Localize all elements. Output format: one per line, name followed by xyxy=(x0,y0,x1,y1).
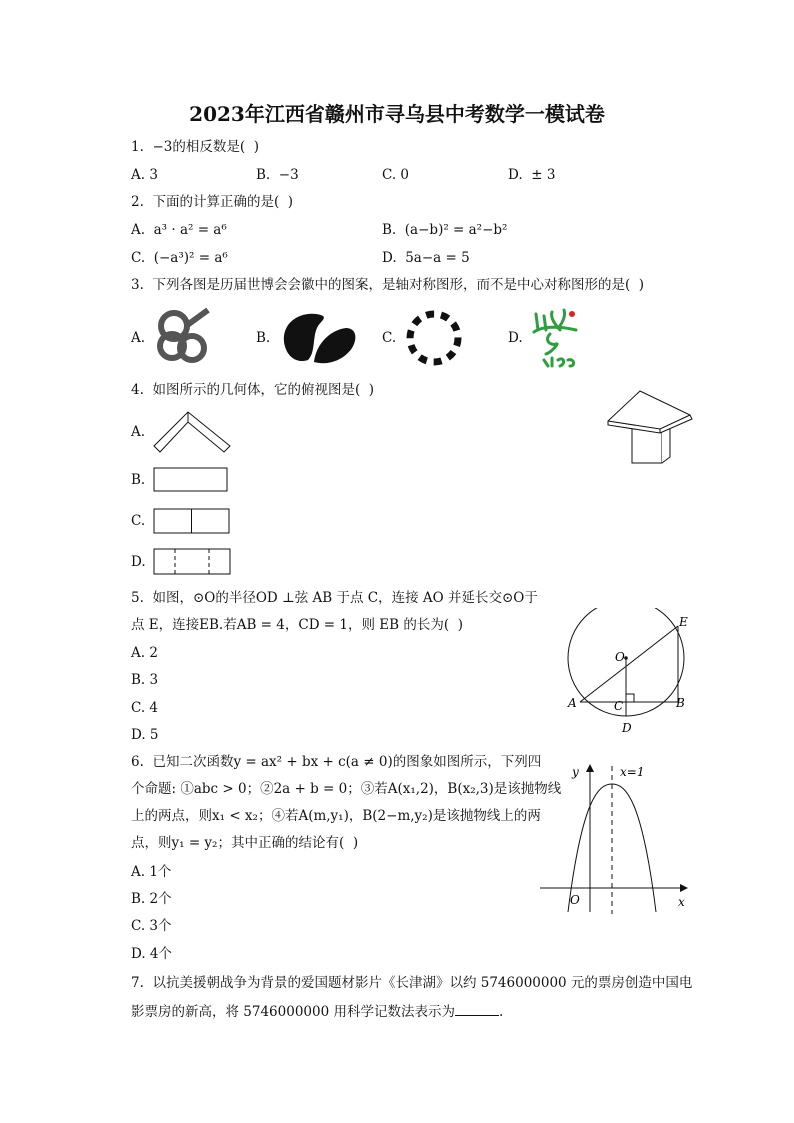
q5-label-a: A xyxy=(568,696,577,710)
q4-stem: 4. 如图所示的几何体，它的俯视图是( ) xyxy=(131,382,375,398)
q3-option-c[interactable]: C. xyxy=(382,330,397,346)
q6-option-c[interactable]: C. 3个 xyxy=(131,918,172,934)
q3-option-d[interactable]: D. xyxy=(508,330,523,346)
q6-parabola-figure xyxy=(536,760,696,920)
q3-option-b[interactable]: B. xyxy=(256,330,271,346)
q6-stem-line3: 上的两点，则x₁ < x₂；④若A(m,y₁)，B(2−m,y₂)是该抛物线上的两 xyxy=(131,808,541,824)
q7-stem-text: 影票房的新高，将 5746000000 用科学记数法表示为 xyxy=(131,1004,455,1020)
q4-option-c-figure xyxy=(153,508,231,535)
q3-logo-c-image xyxy=(402,308,466,368)
q6-stem-line4: 点，则y₁ = y₂；其中正确的结论有( ) xyxy=(131,835,359,851)
q1-option-d[interactable]: D. ± 3 xyxy=(508,167,556,183)
q3-logo-a-image xyxy=(152,304,216,368)
q6-option-a[interactable]: A. 1个 xyxy=(131,864,172,880)
q4-option-d[interactable]: D. xyxy=(131,554,146,570)
q3-logo-d-image xyxy=(530,304,586,368)
q1-option-b[interactable]: B. −3 xyxy=(256,167,299,183)
q2-option-b[interactable]: B. (a−b)² = a²−b² xyxy=(382,222,508,238)
q3-stem: 3. 下列各图是历届世博会会徽中的图案，是轴对称图形，而不是中心对称图形的是( ) xyxy=(131,277,645,293)
q5-stem-line1: 5. 如图，⊙O的半径OD ⊥弦 AB 于点 C，连接 AO 并延长交⊙O于 xyxy=(131,590,538,606)
q5-circle-figure xyxy=(560,608,700,744)
q6-label-x: x xyxy=(678,895,685,909)
q5-option-c[interactable]: C. 4 xyxy=(131,700,159,716)
q1-option-a[interactable]: A. 3 xyxy=(131,167,158,183)
q6-label-y: y xyxy=(572,765,579,779)
q4-option-a[interactable]: A. xyxy=(131,424,146,440)
q4-solid-figure xyxy=(604,385,696,467)
q7-stem-end: . xyxy=(498,1004,504,1020)
q2-option-c[interactable]: C. (−a³)² = a⁶ xyxy=(131,250,228,266)
q7-answer-blank[interactable] xyxy=(455,1003,499,1016)
q5-option-d[interactable]: D. 5 xyxy=(131,727,159,743)
q5-label-e: E xyxy=(679,615,688,629)
q6-option-b[interactable]: B. 2个 xyxy=(131,891,172,907)
q2-option-d[interactable]: D. 5a−a = 5 xyxy=(382,250,470,266)
q5-label-o: O xyxy=(615,650,625,664)
q6-option-d[interactable]: D. 4个 xyxy=(131,946,173,962)
q3-logo-b-image xyxy=(278,308,360,368)
q4-option-d-figure xyxy=(153,548,233,576)
q5-stem-line2: 点 E，连接EB.若AB = 4，CD = 1，则 EB 的长为( ) xyxy=(131,617,463,633)
q5-label-d: D xyxy=(622,721,632,735)
q5-label-c: C xyxy=(614,699,624,713)
q4-option-a-figure xyxy=(152,410,234,454)
q6-label-o: O xyxy=(570,893,580,907)
q1-option-c[interactable]: C. 0 xyxy=(382,167,410,183)
q4-option-c[interactable]: C. xyxy=(131,513,146,529)
q6-label-axis: x=1 xyxy=(620,765,645,779)
q6-stem-line2: 个命题: ①abc > 0；②2a + b = 0；③若A(x₁,2)，B(x₂,3)是该抛物线 xyxy=(131,781,562,797)
q4-option-b-figure xyxy=(153,467,229,493)
q5-label-b: B xyxy=(676,696,685,710)
q6-stem-line1: 6. 已知二次函数y = ax² + bx + c(a ≠ 0)的图象如图所示，下列四 xyxy=(131,754,542,770)
q4-option-b[interactable]: B. xyxy=(131,472,146,488)
q7-stem-line1: 7. 以抗美援朝战争为背景的爱国题材影片《长津湖》以约 5746000000 元的票房创造中国电 xyxy=(131,975,693,991)
q2-stem: 2. 下面的计算正确的是( ) xyxy=(131,194,294,210)
exam-title: 2023年江西省赣州市寻乌县中考数学一模试卷 xyxy=(189,102,605,126)
q5-option-a[interactable]: A. 2 xyxy=(131,645,158,661)
q7-stem-line2 xyxy=(131,1003,503,1021)
q3-option-a[interactable]: A. xyxy=(131,330,146,346)
q1-stem: 1. −3的相反数是( ) xyxy=(131,139,259,155)
q2-option-a[interactable]: A. a³ · a² = a⁶ xyxy=(131,222,227,238)
q5-option-b[interactable]: B. 3 xyxy=(131,672,159,688)
